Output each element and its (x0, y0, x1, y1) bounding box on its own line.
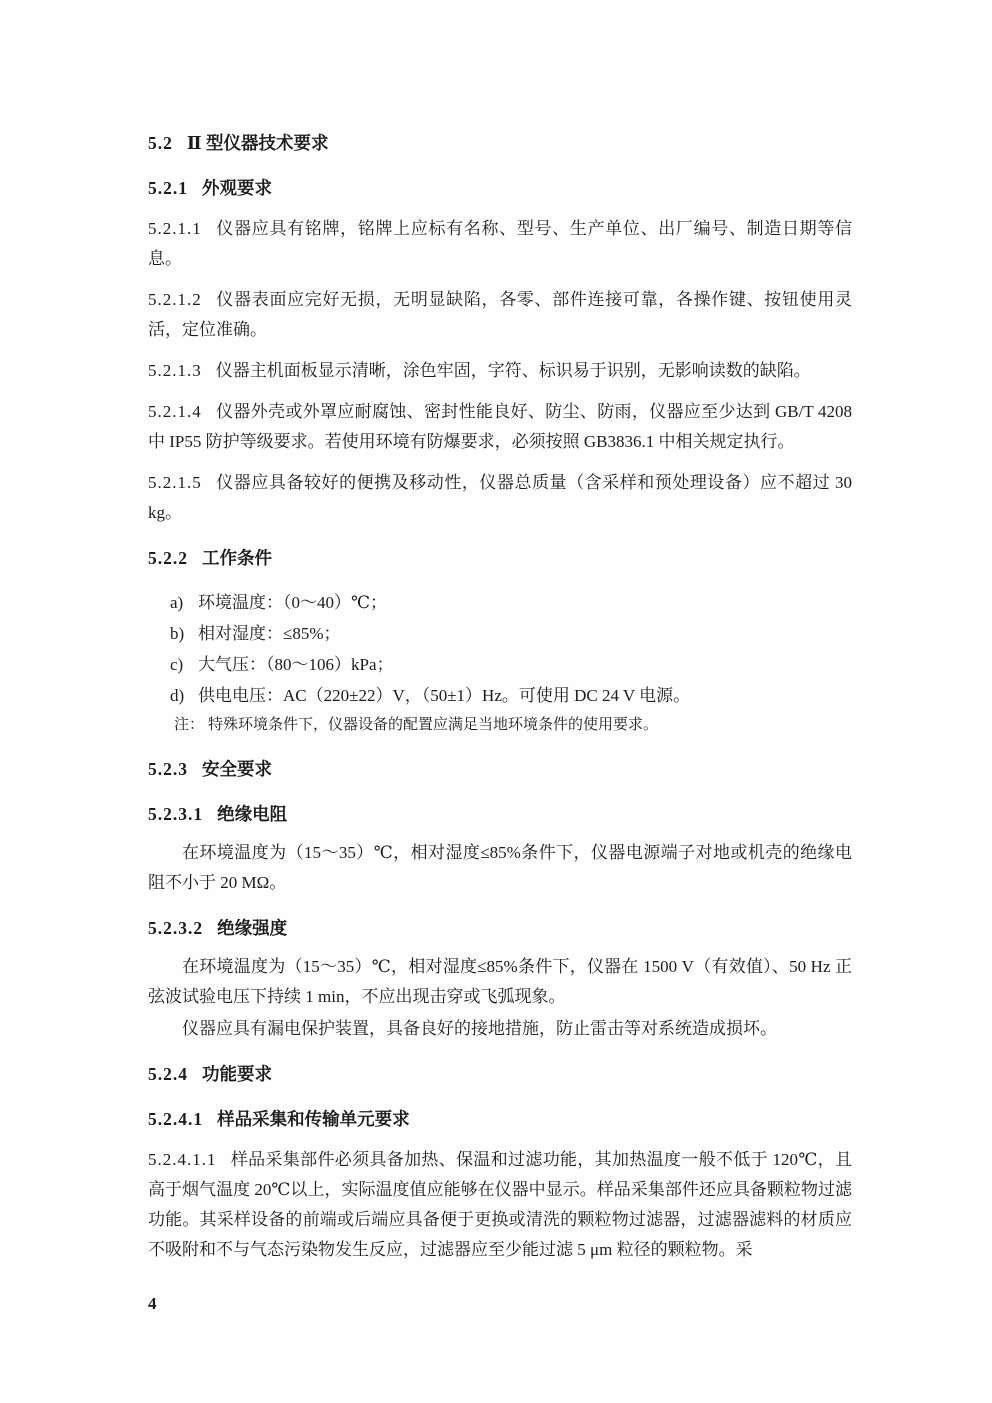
list-marker: c) (170, 655, 184, 674)
heading-5-2-4 (148, 1059, 852, 1089)
heading-5-2-2 (148, 543, 852, 573)
heading-5-2-4-1 (148, 1104, 852, 1134)
clause-number: 5.2 (148, 133, 173, 153)
clause-text: 仪器主机面板显示清晰，涂色牢固，字符、标识易于识别，无影响读数的缺陷。 (215, 361, 811, 380)
paragraph-insulation-strength-1: 在环境温度为（15～35）℃，相对湿度≤85%条件下，仪器在 1500 V（有效值）、50 Hz 正弦波试验电压下持续 1 min，不应出现击穿或飞弧现象。 (148, 957, 852, 1006)
heading-title: 功能要求 (202, 1064, 272, 1084)
heading-5-2 (148, 128, 852, 158)
list-marker: a) (170, 593, 184, 612)
clause-number: 5.2.3 (148, 759, 188, 779)
clause-number: 5.2.2 (148, 548, 188, 568)
clause-number: 5.2.3.1 (148, 804, 204, 824)
paragraph-insulation-strength-2: 仪器应具有漏电保护装置，具备良好的接地措施，防止雷击等对系统造成损坏。 (182, 1019, 777, 1038)
clause-number: 5.2.1.1 (148, 219, 202, 238)
clause-5-2-1-1 (148, 214, 852, 274)
list-item-text: 环境温度：（0～40）℃； (198, 593, 388, 612)
note (148, 711, 852, 739)
heading-title: 安全要求 (202, 759, 272, 779)
clause-text: 仪器表面应完好无损，无明显缺陷，各零、部件连接可靠，各操作键、按钮使用灵活，定位准确。 (148, 290, 852, 339)
note-text: 特殊环境条件下，仪器设备的配置应满足当地环境条件的使用要求。 (208, 717, 659, 733)
list-item-text: 相对湿度：≤85%； (198, 624, 341, 643)
heading-title: Ⅱ 型仪器技术要求 (186, 133, 329, 153)
clause-number: 5.2.4.1.1 (148, 1150, 217, 1169)
clause-text: 仪器应具备较好的便携及移动性，仪器总质量（含采样和预处理设备）应不超过 30 kg。 (148, 473, 852, 522)
heading-5-2-1 (148, 173, 852, 203)
list-item-text: 供电电压：AC（220±22）V，（50±1）Hz。可使用 DC 24 V 电源。 (198, 686, 691, 705)
clause-number: 5.2.1.3 (148, 361, 202, 380)
page-number: 4 (148, 1294, 157, 1313)
list-item-b (170, 618, 852, 649)
list-item-c (170, 649, 852, 680)
paragraph-insulation-resistance: 在环境温度为（15～35）℃，相对湿度≤85%条件下，仪器电源端子对地或机壳的绝缘电阻不小于 20 MΩ。 (148, 843, 852, 892)
working-conditions-list (148, 587, 852, 711)
clause-text: 仪器应具有铭牌，铭牌上应标有名称、型号、生产单位、出厂编号、制造日期等信息。 (148, 219, 852, 268)
heading-5-2-3-2 (148, 913, 852, 943)
list-item-a (170, 587, 852, 618)
note-label: 注： (174, 717, 205, 733)
list-item-text: 大气压：（80～106）kPa； (198, 655, 394, 674)
clause-5-2-1-4 (148, 397, 852, 457)
clause-5-2-1-5 (148, 468, 852, 528)
clause-text: 样品采集部件必须具备加热、保温和过滤功能，其加热温度一般不低于 120℃，且高于烟气温度 20℃以上，实际温度值应能够在仪器中显示。样品采集部件还应具备颗粒物过滤功能。其采样设备的前端或后端应具备便于更换或清洗的颗粒物过滤器，过滤器滤料的材质应不吸附和不与气态污染物发生反应，过滤器应至少能过滤 5 μm 粒径的颗粒物。采 (148, 1150, 852, 1259)
list-marker: b) (170, 624, 185, 643)
list-item-d (170, 680, 852, 711)
clause-5-2-4-1-1 (148, 1145, 852, 1265)
clause-number: 5.2.4 (148, 1064, 188, 1084)
clause-text: 仪器外壳或外罩应耐腐蚀、密封性能良好、防尘、防雨，仪器应至少达到 GB/T 4208 中 IP55 防护等级要求。若使用环境有防爆要求，必须按照 GB3836.1 中相关规定执行。 (148, 402, 852, 451)
clause-5-2-1-2 (148, 285, 852, 345)
heading-title: 绝缘强度 (217, 918, 288, 938)
heading-5-2-3-1 (148, 799, 852, 829)
clause-number: 5.2.1.4 (148, 402, 202, 421)
clause-5-2-1-3 (148, 356, 852, 386)
list-marker: d) (170, 686, 185, 705)
clause-number: 5.2.1.2 (148, 290, 202, 309)
heading-title: 工作条件 (202, 548, 272, 568)
heading-title: 绝缘电阻 (217, 804, 288, 824)
clause-number: 5.2.1.5 (148, 473, 202, 492)
clause-number: 5.2.1 (148, 178, 188, 198)
clause-number: 5.2.4.1 (148, 1109, 204, 1129)
heading-5-2-3 (148, 754, 852, 784)
clause-number: 5.2.3.2 (148, 918, 204, 938)
heading-title: 外观要求 (202, 178, 272, 198)
heading-title: 样品采集和传输单元要求 (217, 1109, 410, 1129)
